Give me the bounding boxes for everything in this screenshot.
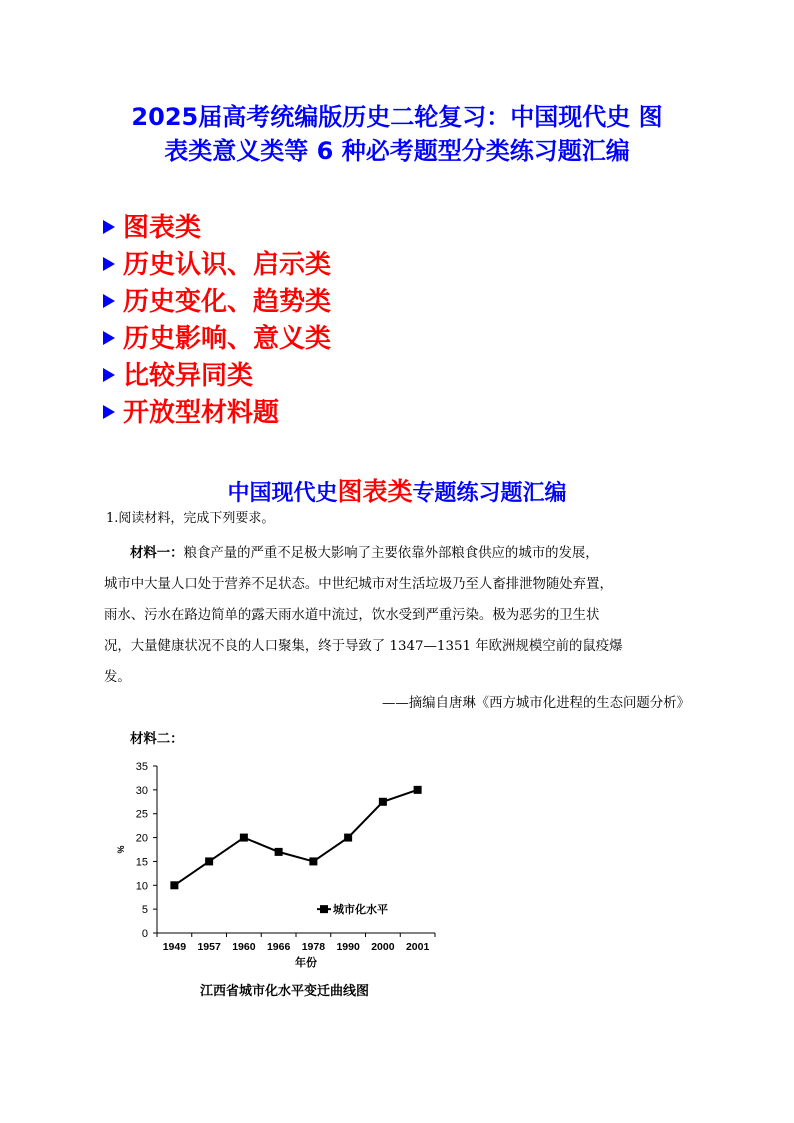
section-title-pre: 中国现代史: [227, 481, 338, 506]
x-tick-label: 1960: [232, 941, 256, 953]
arrow-bullet-icon: [103, 257, 115, 271]
material-two-label: 材料二：: [130, 731, 184, 747]
page-title-line-2: 表类意义类等 6 种必考题型分类练习题汇编: [164, 137, 630, 165]
data-point: [205, 857, 213, 865]
section-title-highlight: 图表类: [337, 477, 413, 506]
y-tick-label: 35: [135, 761, 148, 773]
arrow-bullet-icon: [103, 405, 115, 419]
question-type-list: [103, 210, 331, 432]
material-line: 况，大量健康状况不良的人口聚集，终于导致了 1347—1351 年欧洲规模空前的鼠疫爆: [104, 639, 623, 654]
toc-item-impact: [103, 321, 331, 358]
question-intro: 1.阅读材料，完成下列要求。: [106, 511, 275, 526]
legend-marker: [320, 905, 328, 913]
toc-item-change: [103, 284, 331, 321]
toc-item-insight: [103, 247, 331, 284]
chart-title: 江西省城市化水平变迁曲线图: [200, 984, 370, 999]
y-tick-label: 25: [135, 808, 148, 821]
toc-item-open: [103, 395, 331, 432]
x-axis-label: 年份: [295, 957, 317, 969]
toc-item-label: 历史变化、趋势类: [123, 287, 332, 317]
page-title-line-1: 2025届高考统编版历史二轮复习：中国现代史 图: [131, 103, 663, 131]
urbanization-line-chart: [100, 755, 450, 975]
toc-item-compare: [103, 358, 331, 395]
material-one: [104, 538, 694, 693]
material-line: 雨水、污水在路边简单的露天雨水道中流过，饮水受到严重污染。极为恶劣的卫生状: [104, 608, 600, 623]
x-tick-label: 1990: [336, 941, 360, 953]
x-tick-label: 2001: [405, 941, 430, 953]
material-text: 粮食产量的严重不足极大影响了主要依靠外部粮食供应的城市的发展，: [183, 546, 599, 561]
material-line: [104, 538, 694, 569]
section-title: [0, 476, 794, 510]
y-axis-label: %: [116, 845, 126, 854]
arrow-bullet-icon: [103, 368, 115, 382]
arrow-bullet-icon: [103, 220, 115, 234]
data-point: [240, 834, 248, 842]
toc-item-label: 比较异同类: [123, 361, 254, 391]
arrow-bullet-icon: [103, 294, 115, 308]
toc-item-label: 历史影响、意义类: [123, 324, 332, 354]
toc-item-label: 图表类: [123, 213, 202, 243]
y-tick-label: 20: [135, 832, 148, 845]
data-point: [344, 834, 352, 842]
y-tick-label: 0: [141, 928, 148, 940]
x-tick-label: 2000: [371, 941, 395, 953]
data-point: [170, 881, 178, 889]
toc-item-label: 开放型材料题: [123, 398, 280, 428]
material-line: 发。: [104, 670, 131, 685]
x-tick-label: 1957: [197, 941, 221, 953]
material-one-label: 材料一：: [130, 546, 184, 561]
y-tick-label: 10: [135, 880, 148, 893]
material-source: ——摘编自唐琳《西方城市化进程的生态问题分析》: [382, 696, 690, 711]
data-point: [275, 848, 283, 856]
data-point: [309, 857, 317, 865]
x-tick-label: 1966: [266, 941, 291, 953]
legend-label: 城市化水平: [333, 904, 388, 917]
x-tick-label: 1978: [301, 941, 326, 953]
y-tick-label: 15: [135, 856, 148, 869]
x-tick-label: 1949: [162, 941, 187, 953]
data-point: [379, 798, 387, 806]
page-title: [90, 100, 704, 168]
section-title-post: 专题练习题汇编: [412, 481, 567, 506]
y-tick-label: 5: [141, 904, 148, 917]
toc-item-label: 历史认识、启示类: [123, 250, 332, 280]
y-tick-label: 30: [135, 784, 148, 797]
toc-item-chart: [103, 210, 331, 247]
data-point: [414, 786, 422, 794]
material-line: 城市中大量人口处于营养不足状态。中世纪城市对生活垃圾乃至人畜排泄物随处弃置，: [104, 577, 613, 592]
arrow-bullet-icon: [103, 331, 115, 345]
